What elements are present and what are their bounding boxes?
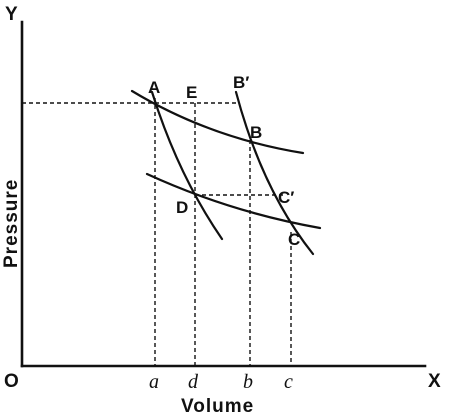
tick-label-b: b bbox=[243, 371, 253, 393]
point-label-b: B bbox=[250, 123, 263, 142]
point-label-e: E bbox=[186, 83, 198, 102]
x-axis-title: Volume bbox=[181, 396, 255, 417]
tick-label-d: d bbox=[188, 371, 198, 393]
tick-label-a: a bbox=[149, 371, 159, 393]
adiabatic-curve-bc bbox=[236, 92, 313, 254]
point-label-a: A bbox=[148, 78, 161, 97]
y-axis-title: Pressure bbox=[1, 178, 22, 268]
point-label-b-prime: B′ bbox=[233, 73, 250, 92]
point-label-c: C bbox=[288, 230, 301, 249]
point-label-d: D bbox=[176, 198, 189, 217]
origin-label: O bbox=[4, 371, 19, 392]
point-label-c-prime: C′ bbox=[278, 188, 295, 207]
y-axis-letter: Y bbox=[5, 4, 18, 25]
tick-label-c: c bbox=[284, 371, 293, 393]
isothermal-curve-ab bbox=[132, 91, 303, 153]
x-axis-letter: X bbox=[428, 371, 441, 392]
